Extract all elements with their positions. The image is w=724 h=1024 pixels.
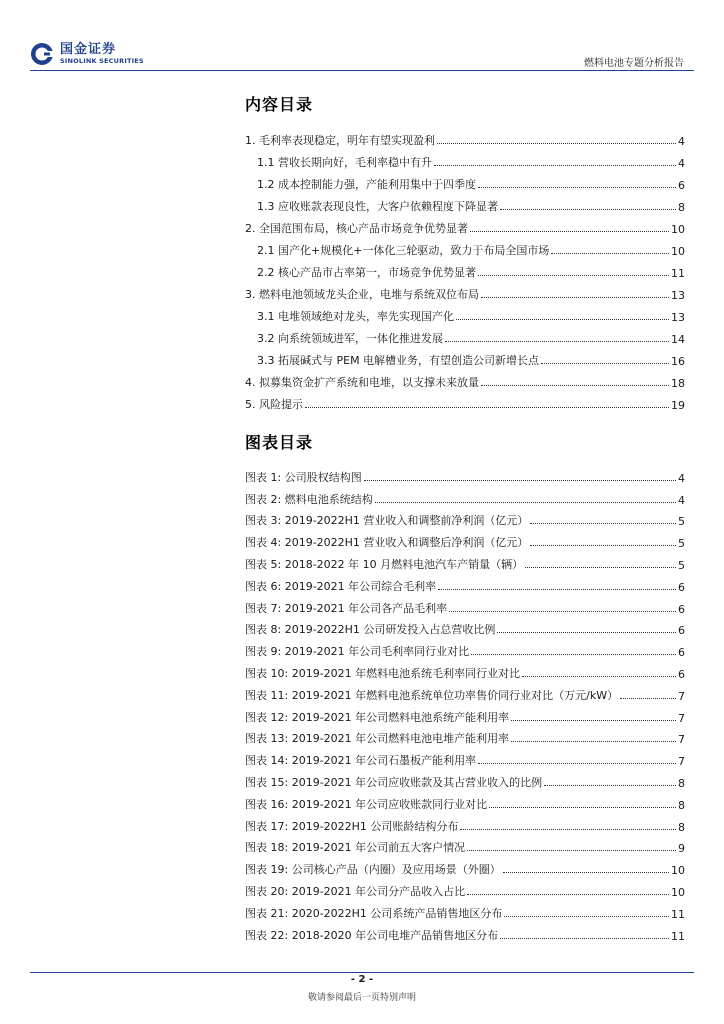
figure-entry-page: 10 xyxy=(671,885,685,899)
figure-entry[interactable] xyxy=(245,616,685,638)
dot-leader xyxy=(434,165,676,166)
toc-entry-label: 3.2 向系统领域进军，一体化推进发展 xyxy=(257,332,443,345)
dot-leader xyxy=(478,187,676,188)
dot-leader xyxy=(364,480,676,481)
toc-entry-label: 2.1 国产化+规模化+一体化三轮驱动，致力于布局全国市场 xyxy=(257,244,550,257)
figure-entry-page: 4 xyxy=(678,493,685,507)
dot-leader xyxy=(530,523,676,524)
report-type-label: 燃料电池专题分析报告 xyxy=(584,58,684,69)
figure-entry-label: 图表 6: 2019-2021 年公司综合毛利率 xyxy=(245,579,437,593)
figure-entry[interactable] xyxy=(245,572,685,594)
toc-entry-label: 2.2 核心产品市占率第一，市场竞争优势显著 xyxy=(257,266,476,279)
contents-list xyxy=(245,126,685,412)
logo-english-name: SINOLINK SECURITIES xyxy=(60,57,144,66)
figure-entry-label: 图表 12: 2019-2021 年公司燃料电池系统产能利用率 xyxy=(245,710,510,724)
figure-entry-page: 11 xyxy=(671,907,685,921)
figure-entry-page: 6 xyxy=(678,602,685,616)
figure-entry-label: 图表 11: 2019-2021 年燃料电池系统单位功率售价同行业对比（万元/kW） xyxy=(245,688,619,702)
contents-title: 内容目录 xyxy=(245,95,314,114)
figure-entry[interactable] xyxy=(245,790,685,812)
figure-entry-page: 4 xyxy=(678,471,685,485)
toc-entry[interactable] xyxy=(245,368,685,390)
dot-leader xyxy=(511,741,676,742)
figure-entry-page: 8 xyxy=(678,776,685,790)
dot-leader xyxy=(620,698,676,699)
dot-leader xyxy=(467,894,669,895)
toc-entry[interactable] xyxy=(245,126,685,148)
figures-title: 图表目录 xyxy=(245,433,314,452)
page-header xyxy=(0,0,724,70)
figure-entry[interactable] xyxy=(245,681,685,703)
figure-entry[interactable] xyxy=(245,725,685,747)
dot-leader xyxy=(530,545,676,546)
figure-entry[interactable] xyxy=(245,834,685,856)
dot-leader xyxy=(449,611,676,612)
toc-entry[interactable] xyxy=(245,324,685,346)
figure-entry-label: 图表 9: 2019-2021 年公司毛利率同行业对比 xyxy=(245,645,470,659)
toc-entry-label: 1. 毛利率表现稳定，明年有望实现盈利 xyxy=(245,134,435,147)
figure-entry-page: 5 xyxy=(678,537,685,551)
figure-entry[interactable] xyxy=(245,899,685,921)
figure-entry[interactable] xyxy=(245,594,685,616)
figure-entry-page: 5 xyxy=(678,515,685,529)
toc-entry-page: 10 xyxy=(671,223,685,236)
logo-chinese-name: 国金证券 xyxy=(60,42,117,58)
figure-entry[interactable] xyxy=(245,812,685,834)
figure-entry-label: 图表 20: 2019-2021 年公司分产品收入占比 xyxy=(245,884,466,898)
figure-entry-page: 9 xyxy=(678,842,685,856)
toc-entry-label: 4. 拟募集资金扩产系统和电堆，以支撑未来放量 xyxy=(245,376,479,389)
toc-entry-page: 18 xyxy=(671,377,685,390)
dot-leader xyxy=(305,407,669,408)
toc-entry-page: 13 xyxy=(671,289,685,302)
toc-entry-page: 4 xyxy=(678,135,685,148)
figure-entry-page: 6 xyxy=(678,646,685,660)
figure-entry-label: 图表 13: 2019-2021 年公司燃料电池电堆产能利用率 xyxy=(245,732,510,746)
figure-entry-page: 5 xyxy=(678,558,685,572)
toc-entry[interactable] xyxy=(245,214,685,236)
toc-entry[interactable] xyxy=(245,390,685,412)
dot-leader xyxy=(437,143,676,144)
page-number: - 2 - xyxy=(350,974,374,985)
figure-entry-label: 图表 19: 公司核心产品（内圈）及应用场景（外圈） xyxy=(245,863,501,877)
figure-entry-page: 7 xyxy=(678,689,685,703)
header-divider xyxy=(30,70,694,71)
dot-leader xyxy=(478,763,676,764)
dot-leader xyxy=(460,829,676,830)
toc-entry[interactable] xyxy=(245,170,685,192)
figure-entry-label: 图表 5: 2018-2022 年 10 月燃料电池汽车产销量（辆） xyxy=(245,557,524,571)
dot-leader xyxy=(456,319,669,320)
toc-entry-label: 3. 燃料电池领域龙头企业，电堆与系统双位布局 xyxy=(245,288,479,301)
toc-entry-label: 1.2 成本控制能力强，产能利用集中于四季度 xyxy=(257,178,476,191)
figure-entry-label: 图表 7: 2019-2021 年公司各产品毛利率 xyxy=(245,601,448,615)
dot-leader xyxy=(467,850,676,851)
figure-entry[interactable] xyxy=(245,528,685,550)
toc-entry-page: 14 xyxy=(671,333,685,346)
figure-entry-label: 图表 8: 2019-2022H1 公司研发投入占总营收比例 xyxy=(245,623,496,637)
figure-entry-label: 图表 22: 2018-2020 年公司电堆产品销售地区分布 xyxy=(245,928,499,942)
figure-entry[interactable] xyxy=(245,550,685,572)
toc-entry[interactable] xyxy=(245,302,685,324)
dot-leader xyxy=(478,275,669,276)
toc-entry[interactable] xyxy=(245,258,685,280)
dot-leader xyxy=(438,589,676,590)
dot-leader xyxy=(551,253,669,254)
dot-leader xyxy=(375,502,676,503)
figure-entry-page: 11 xyxy=(671,929,685,943)
toc-entry-page: 8 xyxy=(678,201,685,214)
figure-entry[interactable] xyxy=(245,463,685,485)
figure-entry[interactable] xyxy=(245,746,685,768)
figure-entry-label: 图表 17: 2019-2022H1 公司账龄结构分布 xyxy=(245,819,459,833)
toc-entry-page: 13 xyxy=(671,311,685,324)
dot-leader xyxy=(500,938,669,939)
figure-entry-label: 图表 15: 2019-2021 年公司应收账款及其占营业收入的比例 xyxy=(245,775,543,789)
figure-entry[interactable] xyxy=(245,921,685,943)
dot-leader xyxy=(522,676,676,677)
figure-entry[interactable] xyxy=(245,485,685,507)
figure-entry-page: 6 xyxy=(678,667,685,681)
toc-entry-page: 6 xyxy=(678,179,685,192)
figure-entry[interactable] xyxy=(245,507,685,529)
figure-entry-label: 图表 4: 2019-2022H1 营业收入和调整后净利润（亿元） xyxy=(245,536,529,550)
figure-entry-page: 6 xyxy=(678,624,685,638)
toc-entry[interactable] xyxy=(245,148,685,170)
dot-leader xyxy=(481,385,669,386)
toc-entry[interactable] xyxy=(245,236,685,258)
dot-leader xyxy=(544,785,676,786)
dot-leader xyxy=(470,231,669,232)
figures-list xyxy=(245,463,685,943)
dot-leader xyxy=(497,632,676,633)
toc-entry-page: 11 xyxy=(671,267,685,280)
sinolink-logo-icon xyxy=(30,42,54,66)
toc-entry-label: 2. 全国范围布局，核心产品市场竞争优势显著 xyxy=(245,222,468,235)
figure-entry-label: 图表 1: 公司股权结构图 xyxy=(245,470,362,484)
figure-entry-page: 8 xyxy=(678,798,685,812)
figure-entry[interactable] xyxy=(245,659,685,681)
company-logo xyxy=(30,40,144,68)
dot-leader xyxy=(489,807,676,808)
toc-entry-label: 3.1 电堆领域绝对龙头，率先实现国产化 xyxy=(257,310,454,323)
figure-entry[interactable] xyxy=(245,855,685,877)
figure-entry-label: 图表 3: 2019-2022H1 营业收入和调整前净利润（亿元） xyxy=(245,514,529,528)
figure-entry-label: 图表 16: 2019-2021 年公司应收账款同行业对比 xyxy=(245,797,488,811)
figure-entry-label: 图表 10: 2019-2021 年燃料电池系统毛利率同行业对比 xyxy=(245,666,521,680)
dot-leader xyxy=(541,363,669,364)
toc-entry-page: 10 xyxy=(671,245,685,258)
toc-entry-page: 4 xyxy=(678,157,685,170)
figure-entry-label: 图表 2: 燃料电池系统结构 xyxy=(245,492,373,506)
figure-entry[interactable] xyxy=(245,637,685,659)
toc-entry[interactable] xyxy=(245,280,685,302)
figure-entry-page: 8 xyxy=(678,820,685,834)
toc-entry-label: 5. 风险提示 xyxy=(245,398,303,411)
figure-entry-label: 图表 14: 2019-2021 年公司石墨板产能利用率 xyxy=(245,754,477,768)
figure-entry-page: 10 xyxy=(671,864,685,878)
figure-entry-page: 7 xyxy=(678,711,685,725)
toc-entry-page: 16 xyxy=(671,355,685,368)
figure-entry-label: 图表 21: 2020-2022H1 公司系统产品销售地区分布 xyxy=(245,906,503,920)
dot-leader xyxy=(504,916,669,917)
dot-leader xyxy=(445,341,669,342)
toc-entry[interactable] xyxy=(245,346,685,368)
figure-entry[interactable] xyxy=(245,768,685,790)
toc-entry[interactable] xyxy=(245,192,685,214)
dot-leader xyxy=(503,872,669,873)
dot-leader xyxy=(500,209,676,210)
figure-entry-label: 图表 18: 2019-2021 年公司前五大客户情况 xyxy=(245,841,466,855)
figure-entry[interactable] xyxy=(245,877,685,899)
dot-leader xyxy=(471,654,676,655)
figure-entry-page: 6 xyxy=(678,580,685,594)
footer-divider xyxy=(30,972,694,973)
dot-leader xyxy=(525,567,676,568)
dot-leader xyxy=(511,720,676,721)
footer-disclaimer: 敬请参阅最后一页特别声明 xyxy=(307,993,416,1003)
dot-leader xyxy=(481,297,669,298)
toc-entry-label: 3.3 拓展碱式与 PEM 电解槽业务，有望创造公司新增长点 xyxy=(257,354,540,367)
toc-entry-page: 19 xyxy=(671,399,685,412)
toc-entry-label: 1.1 营收长期向好，毛利率稳中有升 xyxy=(257,156,432,169)
figure-entry-page: 7 xyxy=(678,755,685,769)
figure-entry[interactable] xyxy=(245,703,685,725)
toc-entry-label: 1.3 应收账款表现良性，大客户依赖程度下降显著 xyxy=(257,200,498,213)
figure-entry-page: 7 xyxy=(678,733,685,747)
